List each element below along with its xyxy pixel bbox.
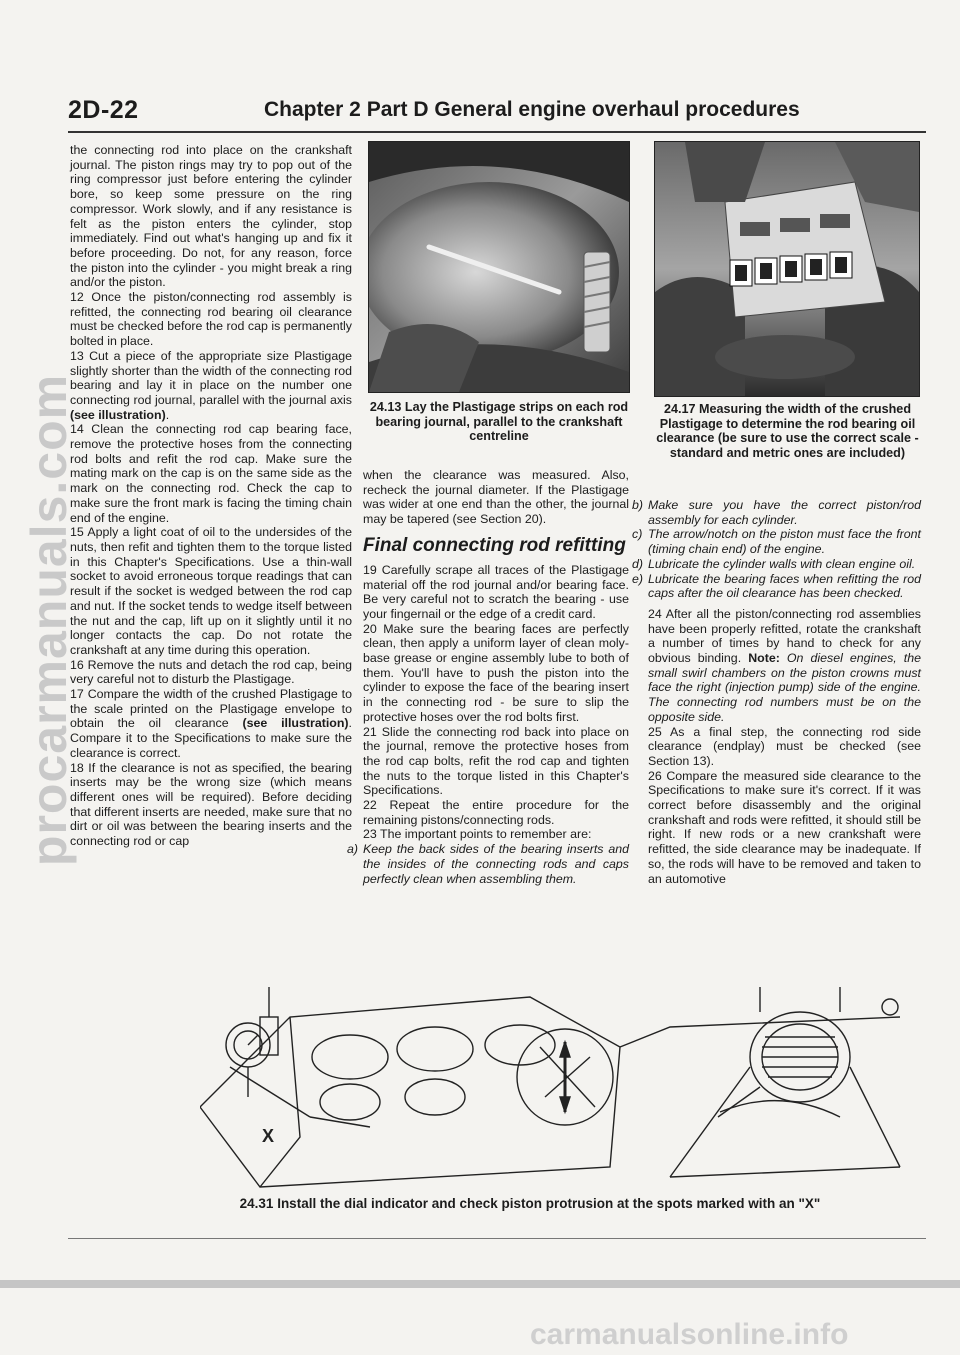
protrusion-marker-x: X <box>262 1126 275 1146</box>
list-item-e: e) Lubricate the bearing faces when refitting the rod caps after the oil clearance has been checked. <box>632 571 921 601</box>
paragraph-22: 22 Repeat the entire procedure for the remaining pistons/connecting rods. <box>363 798 629 827</box>
list-item-a: a) Keep the back sides of the bearing inserts and the insides of the connecting rods and caps perfectly clean when assembling them. <box>347 842 629 886</box>
paragraph-26: 26 Compare the measured side clearance to the Specifications to make sure it's correct. If it was correct before disassembly and the original crankshaft and rods were refitted, it should still be right. If new rods or a new crankshaft were refitted, the side clearance may be inadequate. If so, the rods will have to be removed and taken to an automotive <box>648 768 921 886</box>
paragraph-18: 18 If the clearance is not as specified, the bearing inserts may be the wrong size (which means different ones will be required). Before deciding that different inserts are needed, make sure that no dirt or oil was between the bearing inserts and the connecting rod or cap <box>70 760 352 849</box>
dial-indicator-line-art <box>200 987 920 1202</box>
figure-caption-24-17: 24.17 Measuring the width of the crushed Plastigage to determine the rod bearing oil clearance (be sure to use the correct scale - standard and metric ones are included) <box>656 402 919 461</box>
photo-plastigage-strip-image <box>369 142 629 392</box>
paragraph-12: 12 Once the piston/connecting rod assembly is refitted, the connecting rod bearing oil clearance must be checked before the rod cap is permanently bolted in place. <box>70 290 352 349</box>
paragraph-20: 20 Make sure the bearing faces are perfectly clean, then apply a uniform layer of clean moly-base grease or engine assembly lube to both of them. You'll have to push the piston into the cylinder to expose the face of the bearing insert in the connecting rod - be sure to slip the protective hoses over the rod bolts first. <box>363 621 629 724</box>
paragraph-17: 17 Compare the width of the crushed Plastigage to the scale printed on the Plastigage envelope to obtain the oil clearance (see illustration). Compare it to the Specifications to make sure the clearance is correct. <box>70 687 352 760</box>
paragraph-continued: when the clearance was measured. Also, recheck the journal diameter. If the Plastigage was wider at one end than the other, the journal may be tapered (see Section 20). <box>363 468 629 527</box>
list-item-c: c) The arrow/notch on the piston must face the front (timing chain end) of the engine. <box>632 527 921 557</box>
bottom-watermark: carmanualsonline.info <box>530 1318 849 1351</box>
paragraph-25: 25 As a final step, the connecting rod side clearance (endplay) must be checked (see Section 13). <box>648 724 921 768</box>
paragraph-continued: the connecting rod into place on the crankshaft journal. The piston rings may try to pop out of the ring compressor just before entering the cylinder bore, so keep some pressure on the ring compressor. Work slowly, and if any resistance is felt as the piston enters the cylinder, stop immediately. Find out what's hanging up and fix it before proceeding. Do not, for any reason, force the piston into the cylinder - you might break a ring and/or the piston. <box>70 143 352 290</box>
side-watermark: procarmanuals.com <box>21 373 77 867</box>
scan-band <box>0 1280 960 1288</box>
dial-indicator-drawing <box>200 987 920 1202</box>
photo-plastigage-strip <box>368 141 630 393</box>
illustration-reference: (see illustration) <box>242 716 349 731</box>
list-item-b: b) Make sure you have the correct piston/rod assembly for each cylinder. <box>632 498 921 527</box>
text-column-3 <box>632 498 921 886</box>
page-number: 2D-22 <box>68 96 139 124</box>
chapter-title: Chapter 2 Part D General engine overhaul procedures <box>264 98 800 121</box>
paragraph-16: 16 Remove the nuts and detach the rod cap, being very careful not to disturb the Plastigage. <box>70 657 352 687</box>
paragraph-14: 14 Clean the connecting rod cap bearing face, remove the protective hoses from the connecting rod bolts and refit the rod cap. Make sure the mating mark on the cap is on the same side as the mark on the connecting rod. Check the cap to make sure the front mark is facing the timing chain end of the engine. <box>70 422 352 525</box>
illustration-reference: (see illustration) <box>70 407 166 422</box>
photo-plastigage-measure-image <box>655 142 919 396</box>
text-column-2 <box>347 468 629 886</box>
figure-caption-24-31: 24.31 Install the dial indicator and check piston protrusion at the spots marked with an "X" <box>239 1196 821 1211</box>
section-heading: Final connecting rod refitting <box>363 534 626 556</box>
paragraph-19: 19 Carefully scrape all traces of the Plastigage material off the rod journal and/or bearing face. Be very careful not to scratch the bearing - use your fingernail or the edge of a credit card. <box>363 562 629 621</box>
figure-caption-24-13: 24.13 Lay the Plastigage strips on each rod bearing journal, parallel to the crankshaft centreline <box>369 400 629 444</box>
paragraph-24: 24 After all the piston/connecting rod assemblies have been properly refitted, rotate the crankshaft a number of times by hand to check for any obvious binding. Note: On diesel engines, the small swirl chambers on the piston crowns must face the right (injection pump) side of the engine. The connecting rod numbers must be on the opposite side. <box>648 606 921 724</box>
header-rule <box>68 131 926 133</box>
page-header <box>68 96 938 136</box>
paragraph-21: 21 Slide the connecting rod back into place on the journal, remove the protective hoses from the rod cap bolts, refit the rod cap and tighten the nuts to the torque listed in this Chapter's Specifications. <box>363 724 629 798</box>
paragraph-13: 13 Cut a piece of the appropriate size Plastigage slightly shorter than the width of the connecting rod bearing and lay it in place on the number one connecting rod journal, parallel with the journal axis (see illustration). <box>70 348 352 422</box>
text-column-1 <box>70 143 352 849</box>
paragraph-15: 15 Apply a light coat of oil to the undersides of the nuts, then refit and tighten them to the torque listed in this Chapter's Specifications. Use a thin-wall socket to avoid erroneous torque readings that can result if the socket is wedged between the rod cap and nut. If the socket tends to wedge itself between the nut and the cap, lift up on it slightly until it no longer contacts the cap. Do not rotate the crankshaft at any time during this operation. <box>70 525 352 657</box>
paragraph-23: 23 The important points to remember are: <box>363 827 592 842</box>
footer-rule <box>68 1238 926 1239</box>
note-label: Note: <box>748 651 780 666</box>
photo-plastigage-measure <box>654 141 920 397</box>
list-item-d: d) Lubricate the cylinder walls with clean engine oil. <box>632 556 916 571</box>
